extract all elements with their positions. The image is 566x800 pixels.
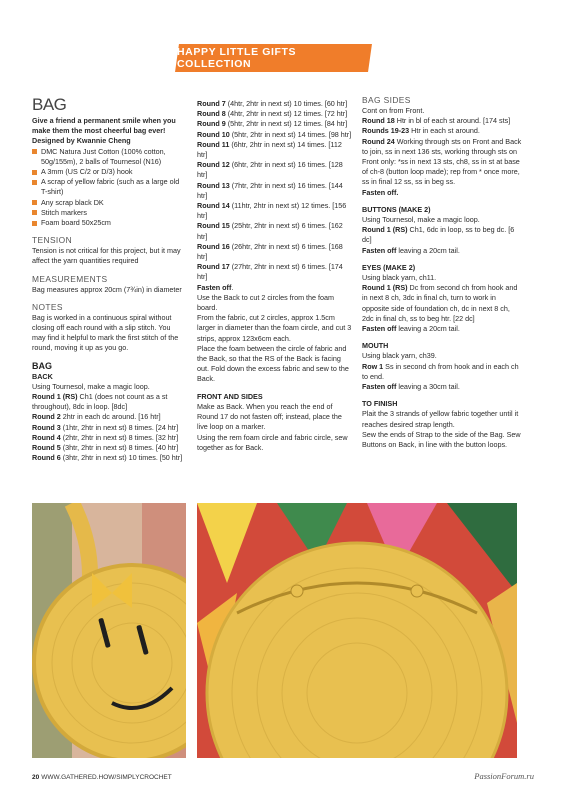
fasten-line — [362, 246, 522, 256]
fasten-label: Fasten off. — [362, 187, 399, 197]
round-label: Round 1 (RS) — [362, 283, 408, 293]
list-item: Any scrap black DK — [32, 198, 184, 208]
bag-sides-heading: BAG SIDES — [362, 95, 411, 105]
round-line — [362, 362, 522, 382]
finish-heading: TO FINISH — [362, 399, 398, 409]
round-line — [362, 116, 522, 126]
list-item: A scrap of yellow fabric (such as a large old T-shirt) — [32, 177, 184, 197]
round-text: (25htr, 2htr in next st) 6 times. [162 htr] — [197, 221, 343, 241]
bag-front-illustration — [32, 503, 186, 758]
round-text: (6htr, 2htr in next st) 16 times. [128 htr] — [197, 160, 343, 180]
paragraph: Using Tournesol, make a magic loop. — [362, 215, 480, 225]
page-title: BAG — [32, 95, 67, 114]
list-item: Stitch markers — [32, 208, 184, 218]
round-text: Htr in each st around. — [409, 126, 480, 136]
column-1 — [32, 95, 184, 463]
paragraph: Using the rem foam circle and fabric circle, sew together as for Back. — [197, 432, 348, 452]
round-label: Round 17 — [197, 262, 230, 272]
bag-closeup-illustration — [197, 503, 517, 758]
round-label: Round 3 — [32, 422, 61, 432]
mouth-heading: MOUTH — [362, 341, 389, 351]
round-line — [197, 242, 352, 262]
round-text: Htr in bl of each st around. [174 sts] — [394, 116, 511, 126]
round-label: Round 5 — [32, 443, 61, 453]
fasten-label: Fasten off — [362, 324, 397, 334]
round-text: (7htr, 2htr in next st) 16 times. [144 htr] — [197, 180, 343, 200]
back-heading: BACK — [32, 371, 53, 381]
round-text: 2htr in each dc around. [16 htr] — [60, 412, 161, 422]
column-2 — [197, 99, 352, 453]
round-line — [32, 433, 184, 443]
round-line — [32, 423, 184, 433]
paragraph: Place the foam between the circle of fabric and the Back, so that the RS of the Back is facing out. Fold down the excess fabric and sew to the Back. — [197, 343, 349, 384]
notes-text: Bag is worked in a continuous spiral without closing off each round with a slip stitch. You may find it helpful to mark the first stitch of the round, moving it up as you go. — [32, 312, 179, 353]
fasten-label: Fasten off — [362, 382, 397, 392]
round-line — [197, 119, 352, 129]
tension-text: Tension is not critical for this project, but it may affect the yarn quantities required — [32, 246, 181, 266]
fasten-text: leaving a 20cm tail. — [396, 245, 460, 255]
round-label: Round 9 — [197, 119, 226, 129]
fasten-label: Fasten off — [362, 245, 397, 255]
round-text: (3htr, 2htr in next st) 8 times. [40 htr] — [60, 443, 179, 453]
paragraph: Use the Back to cut 2 circles from the foam board. — [197, 292, 335, 313]
round-label: Round 16 — [197, 241, 230, 251]
round-label: Round 10 — [197, 129, 230, 139]
watermark: PassionForum.ru — [474, 771, 534, 781]
paragraph: Cont on from Front. — [362, 106, 425, 115]
round-line — [197, 201, 352, 221]
round-text: (5htr, 2htr in next st) 12 times. [84 htr] — [225, 119, 348, 129]
round-text: Ss in second ch from hook and in each ch to end. — [362, 361, 519, 381]
fasten-line — [362, 382, 522, 392]
list-item: Foam board 50x25cm — [32, 218, 184, 228]
round-text: Dc from second ch from hook and in next 8 ch, 3dc in final ch, turn to work in opposite side of foundation ch, dc in next 8 ch, 2dc in final ch, ss to beg htr. [22 dc] — [362, 283, 518, 323]
fasten-text: leaving a 30cm tail. — [396, 382, 460, 392]
round-line — [197, 160, 352, 180]
round-label: Round 14 — [197, 201, 230, 211]
column-3 — [362, 95, 522, 450]
round-text: Ch1 (does not count as a st throughout), 8dc in loop. [8dc] — [32, 392, 168, 412]
list-item: DMC Natura Just Cotton (100% cotton, 50g/155m), 2 balls of Tournesol (N16) — [32, 147, 184, 167]
eyes-heading: EYES (MAKE 2) — [362, 262, 416, 272]
paragraph: Using black yarn, ch39. — [362, 351, 437, 361]
back-intro: Using Tournesol, make a magic loop. — [32, 381, 150, 391]
measurements-text: Bag measures approx 20cm (7¾in) in diameter — [32, 284, 182, 294]
paragraph: From the fabric, cut 2 circles, approx 1.5cm larger in diameter than the foam circle, and cut 3 strips, approx 123x6cm each. — [197, 313, 352, 343]
round-text: (11htr, 2htr in next st) 12 times. [156 htr] — [197, 201, 347, 221]
round-text: (4htr, 2htr in next st) 10 times. [60 htr] — [225, 99, 348, 108]
round-line — [197, 181, 352, 201]
round-label: Round 4 — [32, 432, 61, 442]
round-label: Round 7 — [197, 99, 226, 108]
page-number: 20 — [32, 774, 40, 781]
round-label: Round 1 (RS) — [362, 225, 408, 235]
bag-photo-front — [32, 503, 186, 758]
designer-credit: Designed by Kwannie Cheng — [32, 136, 131, 146]
round-text: (27htr, 2htr in next st) 6 times. [174 htr] — [197, 262, 343, 282]
round-label: Round 1 (RS) — [32, 392, 78, 402]
front-heading: FRONT AND SIDES — [197, 391, 263, 401]
round-text: (2htr, 2htr in next st) 8 times. [32 htr] — [60, 432, 179, 442]
round-text: (6htr, 2htr in next st) 14 times. [112 htr] — [197, 139, 342, 160]
paragraph: Make as Back. When you reach the end of Round 17 do not fasten off; instead, place the live loop on a marker. — [197, 401, 342, 432]
round-line — [362, 126, 522, 136]
fasten-label: Fasten off — [197, 282, 232, 292]
fasten-rest: . — [231, 282, 234, 292]
round-text: (4htr, 2htr in next st) 12 times. [72 htr] — [225, 109, 348, 119]
materials-list — [32, 147, 184, 229]
round-label: Rounds 19-23 — [362, 126, 410, 136]
round-line — [362, 283, 522, 324]
measurements-heading: MEASUREMENTS — [32, 273, 108, 284]
paragraph: Plait the 3 strands of yellow fabric together until it reaches desired strap length. — [362, 409, 519, 429]
lead-text: Give a friend a permanent smile when you make them the most cheerful bag ever! — [32, 116, 176, 136]
round-text: (3htr, 2htr in next st) 10 times. [50 htr] — [60, 453, 183, 463]
fasten-text: leaving a 20cm tail. — [396, 324, 460, 334]
round-text: Ch1, 6dc in loop, ss to beg dc. [6 dc] — [362, 225, 515, 245]
round-text: Working through sts on Front and Back to join, ss in next 136 sts, working through sts on Front only: *ss in next 13 sts, ch8, ss in st at base of ch-8 (button loop made); rep from * once more, ss in final 12 ss, ss in beg ss. — [362, 136, 522, 187]
list-item: A 3mm (US C/2 or D/3) hook — [32, 167, 184, 177]
round-label: Round 24 — [362, 136, 395, 146]
round-label: Round 18 — [362, 116, 395, 126]
paragraph: Using black yarn, ch11. — [362, 273, 437, 283]
fasten-line — [197, 283, 352, 293]
round-line — [32, 453, 184, 463]
round-line — [32, 392, 184, 412]
banner-text: HAPPY LITTLE GIFTS COLLECTION — [177, 46, 297, 70]
fasten-line — [362, 324, 522, 334]
round-label: Round 2 — [32, 412, 61, 422]
round-label: Round 11 — [197, 139, 230, 149]
round-line — [197, 262, 352, 282]
section-banner — [175, 44, 372, 72]
round-line — [197, 221, 352, 241]
tension-heading: TENSION — [32, 235, 73, 246]
round-line — [32, 443, 184, 453]
round-label: Round 12 — [197, 160, 230, 170]
round-text: (26htr, 2htr in next st) 6 times. [168 htr] — [197, 241, 343, 262]
round-text: (5htr, 2htr in next st) 14 times. [98 htr] — [229, 129, 352, 139]
paragraph: Sew the ends of Strap to the side of the Bag. Sew Buttons on Back, in line with the button loops. — [362, 429, 521, 450]
round-line — [197, 130, 352, 140]
round-label: Round 13 — [197, 180, 230, 190]
round-label: Row 1 — [362, 361, 384, 371]
round-line — [197, 99, 352, 109]
round-line — [362, 137, 522, 188]
footer-url: WWW.GATHERED.HOW/SIMPLYCROCHET — [41, 774, 172, 781]
round-line — [362, 225, 522, 245]
round-line — [197, 140, 352, 160]
notes-heading: NOTES — [32, 301, 63, 312]
page-footer — [32, 774, 172, 781]
round-text: (1htr, 2htr in next st) 8 times. [24 htr] — [60, 422, 179, 432]
round-label: Round 15 — [197, 221, 230, 231]
bag-photo-closeup — [197, 503, 517, 758]
round-line — [32, 412, 184, 422]
bag-heading: BAG — [32, 360, 52, 371]
round-label: Round 8 — [197, 109, 226, 119]
round-line — [197, 109, 352, 119]
round-label: Round 6 — [32, 453, 61, 463]
buttons-heading: BUTTONS (MAKE 2) — [362, 204, 431, 214]
